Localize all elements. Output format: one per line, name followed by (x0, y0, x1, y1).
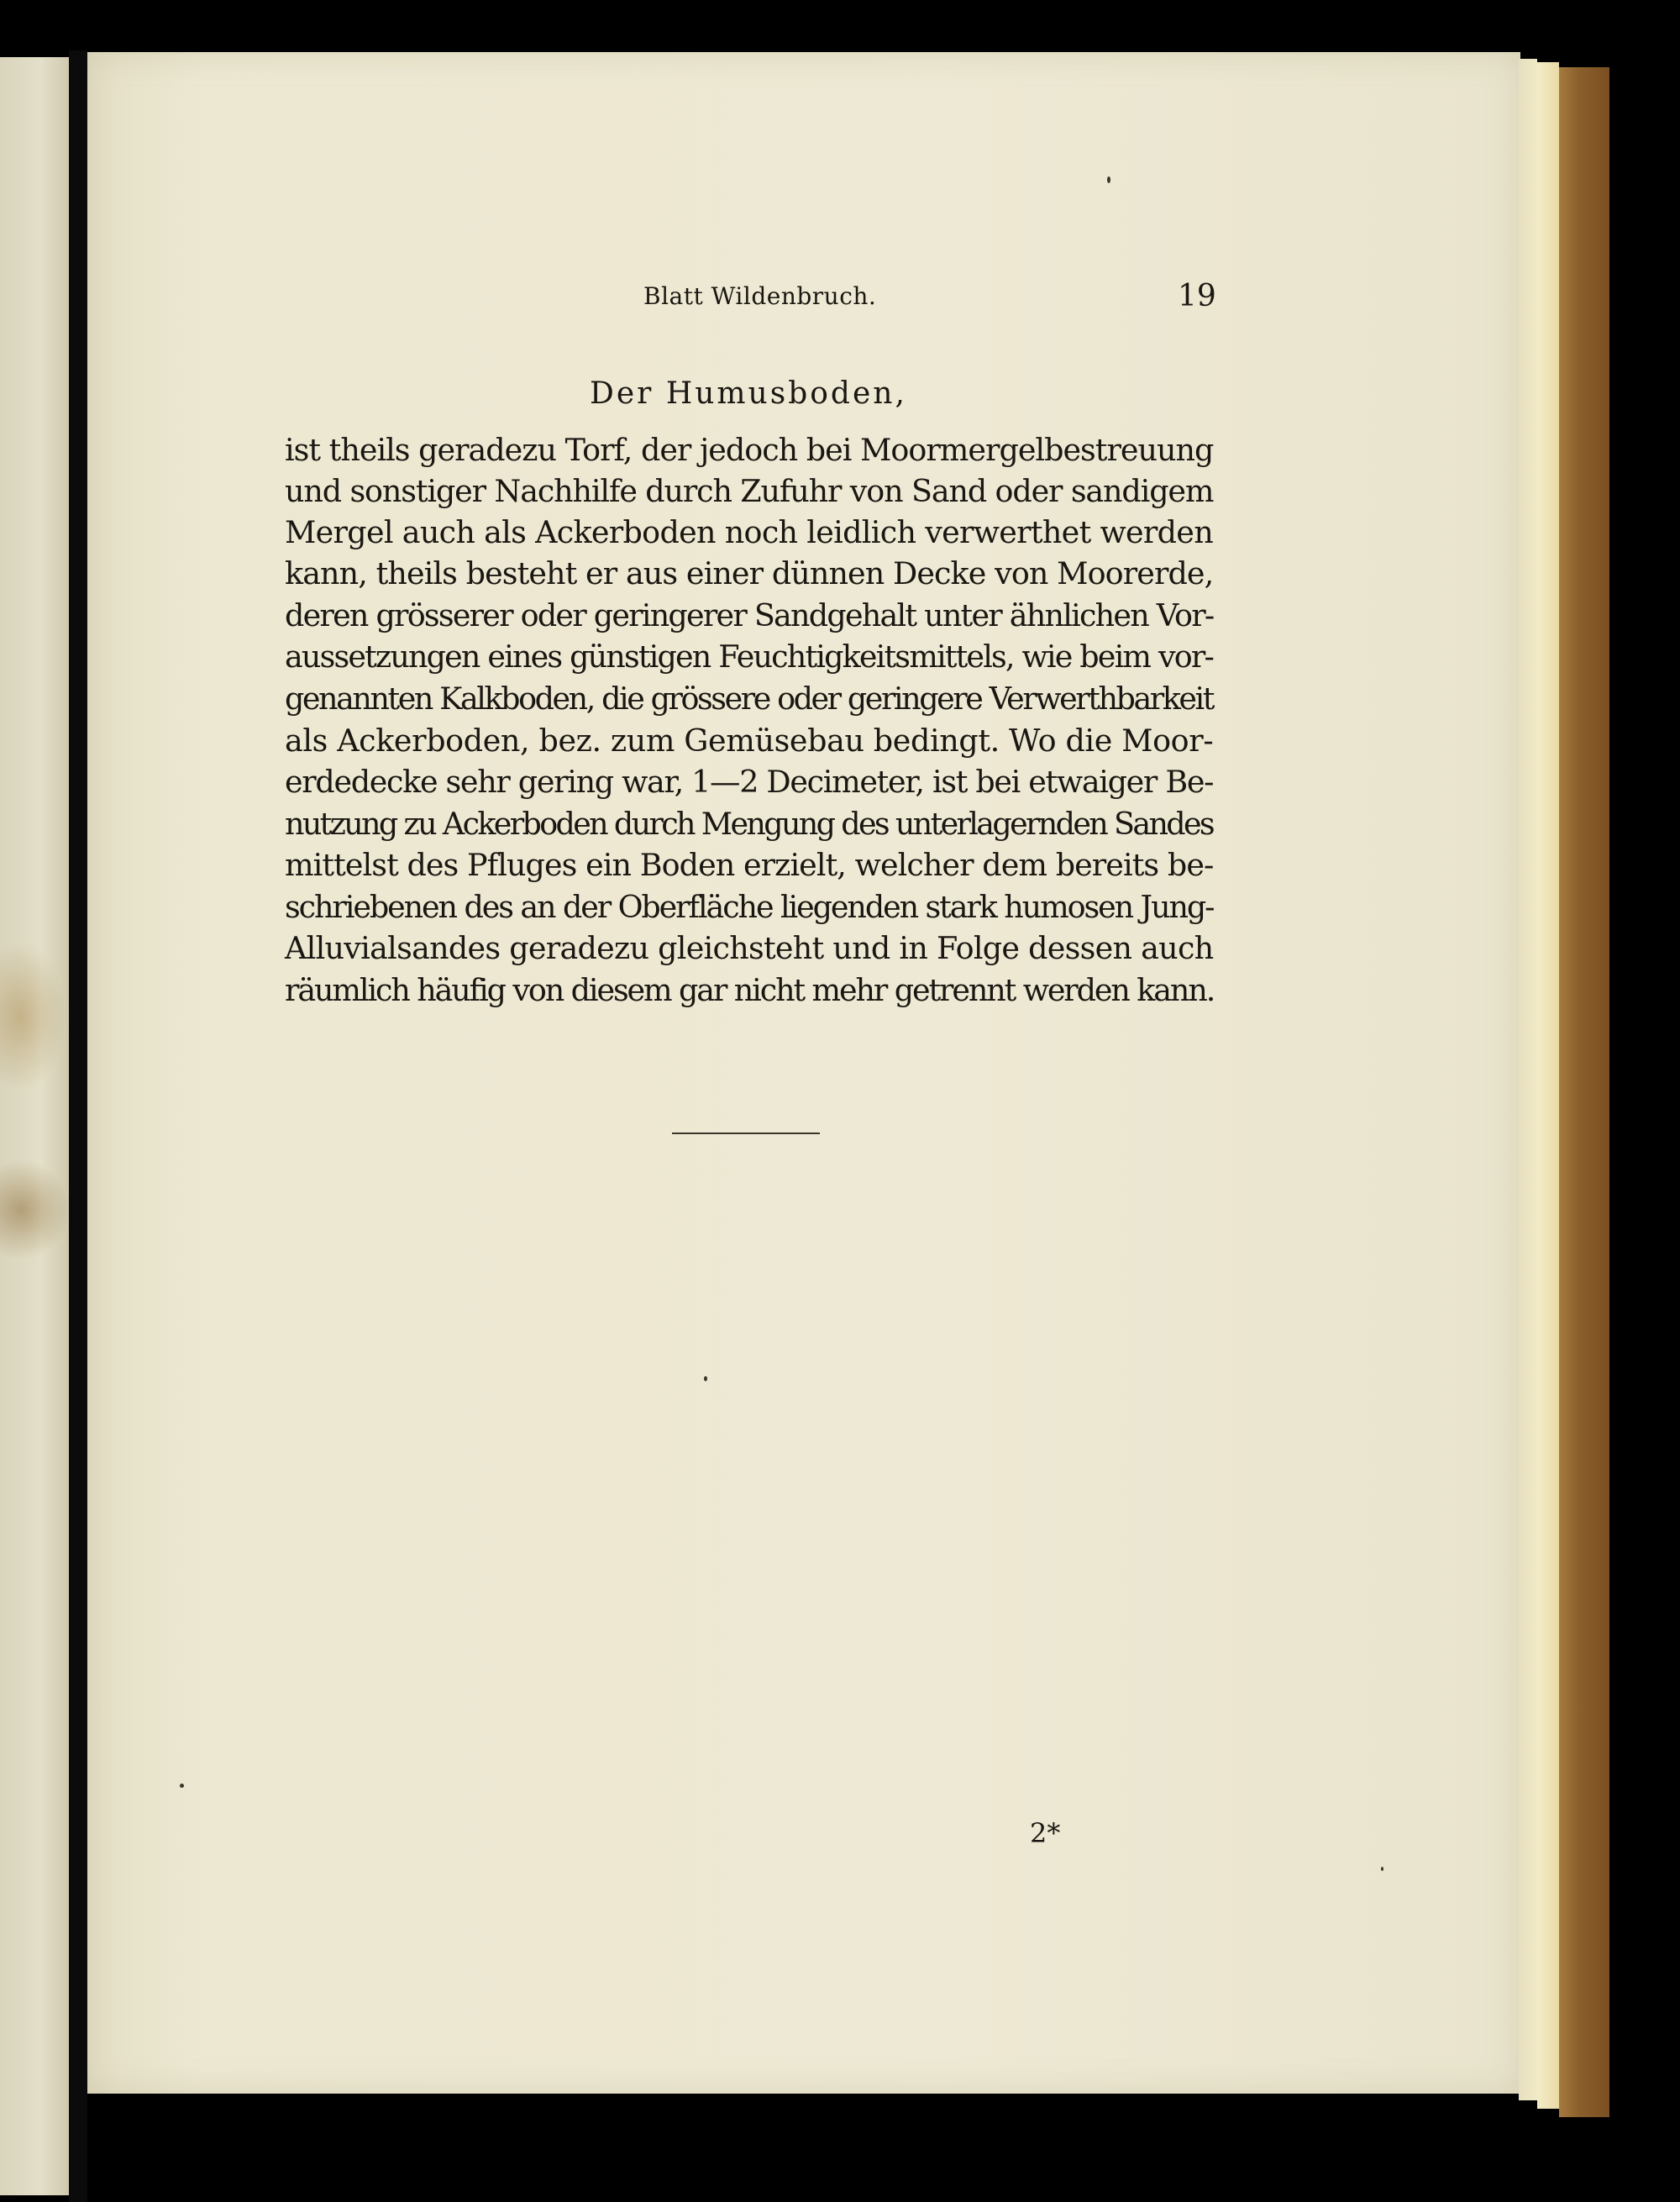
body-line: mittelst des Pfluges ein Boden erzielt, welcher dem bereits be- (285, 847, 1214, 883)
book-gutter (69, 50, 87, 2202)
book-page (87, 52, 1520, 2094)
facing-page-edge (0, 57, 69, 2195)
print-speck (1107, 176, 1110, 183)
water-stain (0, 1159, 71, 1260)
water-stain (0, 941, 67, 1092)
body-line: nutzung zu Ackerboden durch Mengung des unterlagernden Sandes (285, 806, 1213, 842)
book-cover-edge (1559, 67, 1609, 2117)
body-line: aussetzungen eines günstigen Feuchtigkeitsmittels, wie beim vor- (285, 639, 1213, 675)
body-line: räumlich häufig von diesem gar nicht mehr getrennt werden kann. (285, 972, 1215, 1008)
body-line: genannten Kalkboden, die grössere oder geringere Verwerthbarkeit (285, 681, 1213, 717)
body-line: und sonstiger Nachhilfe durch Zufuhr von Sand oder sandigem (285, 473, 1214, 509)
signature-mark: 2* (1030, 1817, 1061, 1849)
body-line: ist theils geradezu Torf, der jedoch bei Moormergelbestreuung (285, 432, 1214, 468)
body-line: deren grösserer oder geringerer Sandgehalt unter ähnlichen Vor- (285, 597, 1214, 633)
body-line: erdedecke sehr gering war, 1—2 Decimeter, ist bei etwaiger Be- (285, 764, 1214, 800)
body-line: schriebenen des an der Oberfläche liegenden stark humosen Jung- (285, 889, 1214, 925)
print-speck (1381, 1867, 1383, 1871)
body-line: Alluvialsandes geradezu gleichsteht und in Folge dessen auch (285, 930, 1214, 966)
body-line: kann, theils besteht er aus einer dünnen Decke von Moorerde, (285, 555, 1214, 591)
section-heading: Der Humusboden, (590, 376, 907, 411)
section-divider (672, 1133, 820, 1134)
page-edges (1537, 62, 1559, 2109)
body-line: Mergel auch als Ackerboden noch leidlich verwerthet werden (285, 514, 1213, 550)
page-edges (1519, 59, 1537, 2100)
print-speck (704, 1376, 707, 1381)
body-line: als Ackerboden, bez. zum Gemüsebau bedingt. Wo die Moor- (285, 723, 1214, 759)
running-head: Blatt Wildenbruch. (643, 282, 877, 310)
print-speck (180, 1784, 184, 1788)
page-number: 19 (1178, 279, 1216, 313)
